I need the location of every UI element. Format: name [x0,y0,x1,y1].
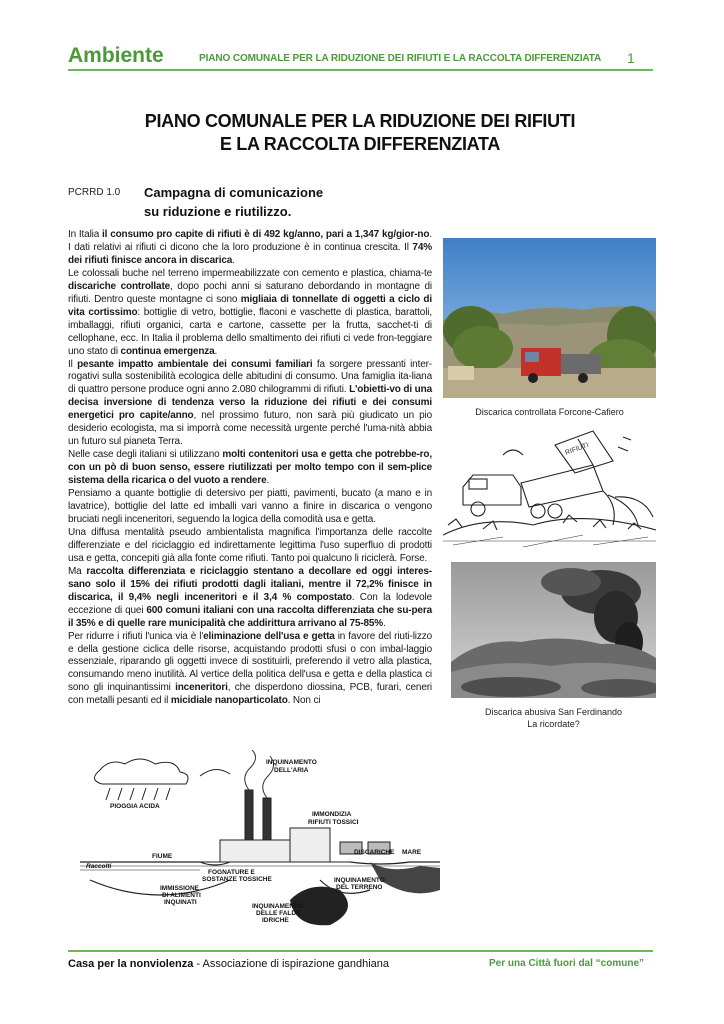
header-divider [68,69,653,71]
caption-line: La ricordate? [527,719,580,729]
diagram-label: DELLE FALDE [256,910,301,917]
diagram-label: INQUINAMENTO [334,877,385,884]
figure-caption: Discarica controllata Forcone-Cafiero [475,407,624,417]
page-title-line-2: E LA RACCOLTA DIFFERENZIATA [219,134,501,154]
article-body [68,229,432,708]
section-subtitle-line-2: su riduzione e riutilizzo. [144,204,292,219]
diagram-label: DELL'ARIA [274,767,309,774]
page-title-line-1: PIANO COMUNALE PER LA RIDUZIONE DEI RIFIUTI [144,111,576,131]
diagram-label: SOSTANZE TOSSICHE [202,876,272,883]
paragraph: Per ridurre i rifiuti l'unica via è l'eliminazione dell'usa e getta in favore del riuti-lizzo e della gestione ciclica delle risorse, acquistando prodotti sfusi o con imbal-laggio essenziale, riparando gli oggetti invece di sostituirli, preferendo il vetro alla plastica, consumando meno inutilità. Al vertice della politica dell'usa e getta e della plastica ci sono gli inquinantissimi inceneritori, che disperdono diossina, PCB, furari, ceneri con metalli pesanti ed il micidiale nanoparticolato. Non ci [68,630,432,707]
diagram-label: IMMONDIZIA [312,811,352,818]
diagram-label: INQUINATI [164,899,197,906]
burning-dump-photo [451,562,656,698]
paragraph: Il pesante impatto ambientale dei consumi familiari fa sorgere pressanti inter-rogativi sulla sostenibilità ecologica delle abitudini di consumo. Una famiglia ita-liana di quattro persone produce ogni anno 2.080 chilogrammi di rifiuti. L'obietti-vo di una decisa inversione di tendenza verso la riduzione dei rifiuti e dei consumi energetici pro capite/anno, nel prossimo futuro, non sarà più giudicato un pio desiderio ecologista, ma si imporrà come necessità urgente perché l'uma-nità abbia un futuro sul pianeta Terra. [68,358,432,448]
diagram-label: FOGNATURE E [208,869,255,876]
caption-line: Discarica abusiva San Ferdinando [484,707,623,717]
paragraph: Le colossali buche nel terreno impermeabilizzate con cemento e plastica, chiama-te discariche controllate, dopo pochi anni si saturano debordando in montagne di rifiuti. Dentro queste montagne ci sono migliaia di tonnellate di oggetti a ciclo di vita cortissimo: bottiglie di vetro, bottiglie, flaconi e vaschette di plastica, barattoli, imballaggi, rifiuti organici, carta e cartone, cassette per la frutta, sacchet-ti di cellophane, ecc. In Italia il problema dello smaltimento dei rifiuti ci vede fron-teggiare uno stato di continua emergenza. [68,267,432,357]
section-brand: Ambiente [68,44,164,67]
section-code: PCRRD 1.0 [68,187,121,198]
paragraph: Pensiamo a quante bottiglie di detersivo per piatti, pavimenti, bucato (a mano e in lavatrice), bottiglie del latte ed imballi vari vanno a finire in discarica o vengono bruciati negli inceneritori, seguendo la logica della comodità usa e getta. [68,488,432,525]
figure-caption [451,706,656,730]
paragraph: Ma raccolta differenziata e riciclaggio stentano a decollare ed oggi interes-sano solo il 15% dei rifiuti prodotti dagli italiani, mentre il 72,2% finisce in discarica, il 9,4% negli inceneritori e il 3,4 % compostato. Con la lodevole eccezione di quei 600 comuni italiani con una raccolta differenziata che su-pera il 35% e di quelle rare municipalità che addirittura arrivano al 75-85%. [68,565,432,629]
svg-text:RIFIUTI: RIFIUTI [564,441,590,457]
page-number: 1 [627,50,635,66]
section-subtitle [144,183,323,221]
paragraph: Nelle case degli italiani si utilizzano molti contenitori usa e getta che potrebbe-ro, con un pò di buon senso, essere riutilizzati per molto tempo con il sem-plice sistema della ricarica o del vuoto a rendere. [68,449,432,487]
diagram-label: DISCARICHE [354,849,395,856]
diagram-label: RIFIUTI TOSSICI [308,819,359,826]
running-header-title: PIANO COMUNALE PER LA RIDUZIONE DEI RIFIUTI E LA RACCOLTA DIFFERENZIATA [199,53,602,64]
diagram-label: DEL TERRENO [336,884,383,891]
diagram-label: IDRICHE [262,917,289,924]
footer-organization: Casa per la nonviolenza - Associazione di ispirazione gandhiana [68,958,390,970]
diagram-label: MARE [402,849,422,856]
page-title [100,110,620,156]
footer-divider [68,950,653,952]
footer-motto: Per una Città fuori dal “comune” [489,958,645,969]
diagram-label: Raccolti [86,863,112,870]
diagram-label: DI ALIMENTI [162,892,201,899]
dump-truck-illustration [443,425,656,550]
paragraph: Una diffusa mentalità pseudo ambientalista magnifica l'importanza delle raccolte differenziate e del riciclaggio ed indirettamente legittima l'uso superfluo di prodotti usa e getta, concepiti già alla fonte come rifiuti. Tanto poi qualcuno li riciclerà. Forse. [68,526,432,564]
landfill-photo [443,238,656,398]
pollution-cycle-diagram [80,750,440,930]
section-subtitle-line-1: Campagna di comunicazione [144,185,324,200]
paragraph: In Italia il consumo pro capite di rifiuti è di 492 kg/anno, pari a 1,347 kg/gior-no. I dati relativi ai rifiuti ci dicono che la loro produzione è in continua crescita. Il 74% dei rifiuti finisce ancora in discarica. [68,229,432,266]
diagram-label: IMMISSIONE [160,885,200,892]
diagram-label: FIUME [152,853,173,860]
diagram-label: INQUINAMENTO [252,903,303,910]
diagram-label: INQUINAMENTO [266,759,317,766]
diagram-label: PIOGGIA ACIDA [110,803,160,810]
